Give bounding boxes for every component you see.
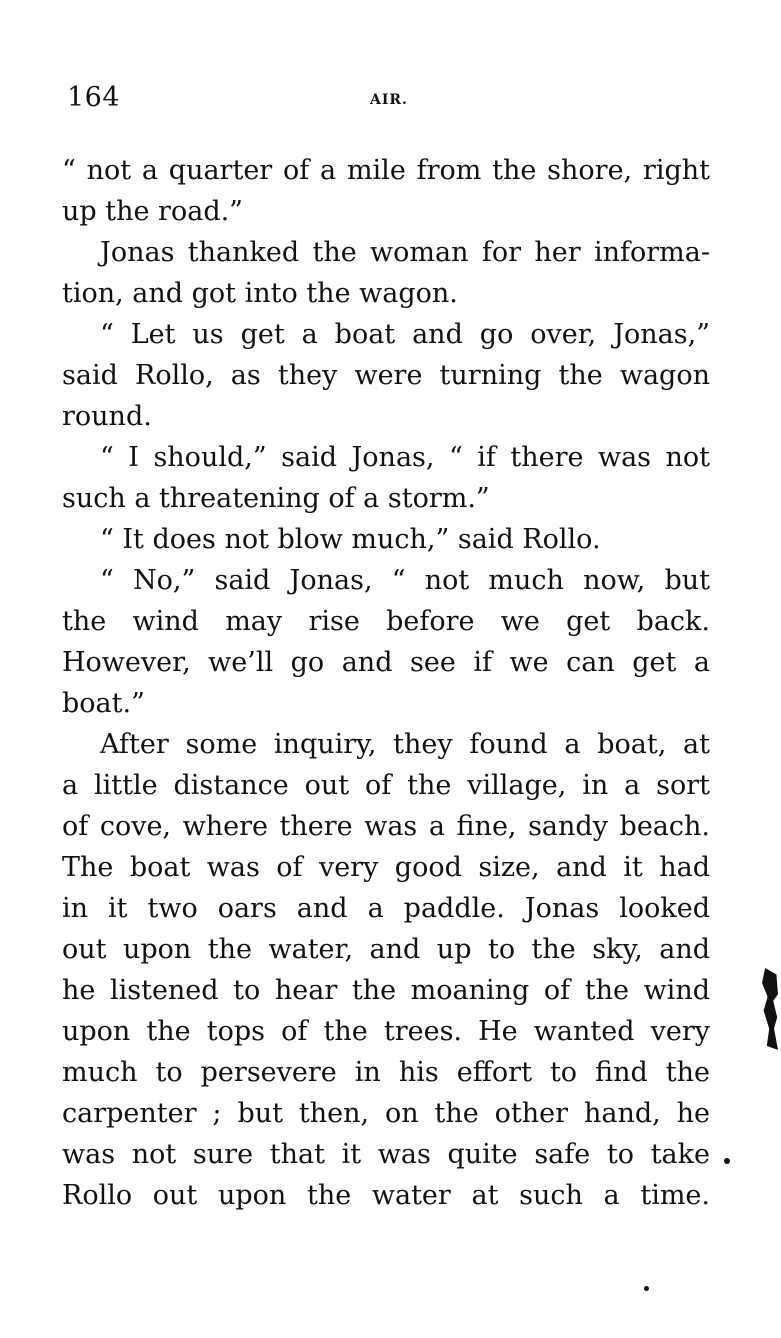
text-line: However, we’ll go and see if we can get a (62, 647, 710, 678)
text-line: “ Let us get a boat and go over, Jonas,” (100, 319, 710, 350)
page-number: 164 (67, 82, 121, 113)
text-line: a little distance out of the village, in a sort (62, 770, 710, 801)
text-line: boat.” (62, 688, 145, 719)
margin-ink-mark (762, 968, 778, 1050)
text-line: the wind may rise before we get back. (62, 606, 710, 637)
text-line: such a threatening of a storm.” (62, 483, 490, 514)
text-line: The boat was of very good size, and it had (62, 852, 710, 883)
text-line: in it two oars and a paddle. Jonas looked (62, 893, 710, 924)
text-line: “ No,” said Jonas, “ not much now, but (100, 565, 710, 596)
running-head: AIR. (370, 92, 408, 108)
text-line: out upon the water, and up to the sky, and (62, 934, 710, 965)
text-line: “ I should,” said Jonas, “ if there was not (100, 442, 710, 473)
text-line: of cove, where there was a fine, sandy beach. (62, 811, 710, 842)
text-line: Jonas thanked the woman for her informa- (100, 237, 710, 268)
text-line: carpenter ; but then, on the other hand, he (62, 1098, 710, 1129)
text-line: he listened to hear the moaning of the wind (62, 975, 710, 1006)
text-line: tion, and got into the wagon. (62, 278, 458, 309)
text-line: said Rollo, as they were turning the wagon (62, 360, 710, 391)
margin-dot (724, 1158, 730, 1164)
text-line: “ It does not blow much,” said Rollo. (100, 524, 601, 555)
text-line: was not sure that it was quite safe to take (62, 1139, 710, 1170)
bottom-dot (644, 1286, 649, 1291)
text-line: After some inquiry, they found a boat, at (100, 729, 710, 760)
text-line: much to persevere in his effort to find the (62, 1057, 710, 1088)
text-line: up the road.” (62, 196, 243, 227)
text-line: upon the tops of the trees. He wanted very (62, 1016, 710, 1047)
text-line: Rollo out upon the water at such a time. (62, 1180, 710, 1211)
text-line: round. (62, 401, 152, 432)
body-text (62, 150, 710, 1216)
text-line: “ not a quarter of a mile from the shore, right (62, 155, 710, 186)
